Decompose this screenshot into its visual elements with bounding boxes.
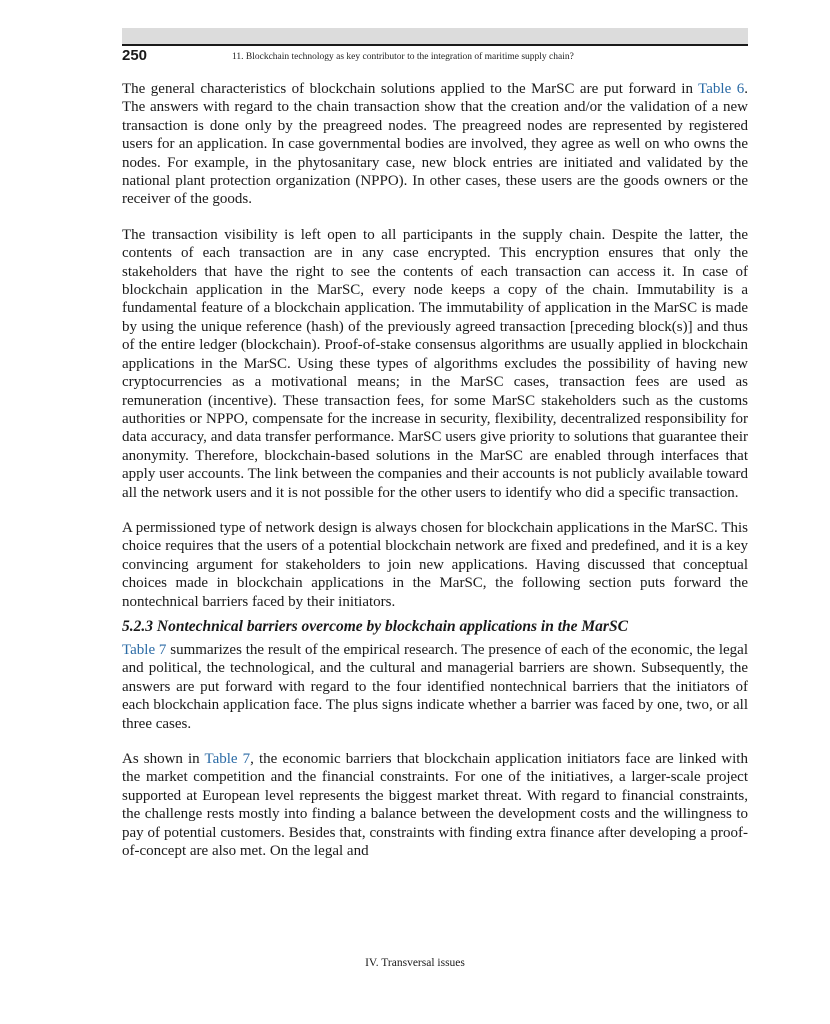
header-rule: [122, 44, 748, 46]
paragraph-2: The transaction visibility is left open to all participants in the supply chain. Despite the latter, the contents of each transaction are in any case encrypted. This encryption ensures that only the stakeholders that have the right to see the contents of each transaction can access it. In case of blockchain application in the MarSC, every node keeps a copy of the chain. Immutability is a fundamental feature of a blockchain application. The immutability of application in the MarSC is made by using the unique reference (hash) of the previously agreed transaction [preceding block(s)] and thus of the entire ledger (blockchain). Proof-of-stake consensus algorithms are usually applied in blockchain applications in the MarSC. Using these types of algorithms excludes the possibility of having new cryptocurrencies as a motivational means; in the MarSC cases, transaction fees are used as remuneration (incentive). These transaction fees, for some MarSC stakeholders such as the customs authorities or NPPO, compensate for the increase in security, flexibility, decentralized responsibility for data accuracy, and data transfer performance. MarSC users give priority to solutions that guarantee their anonymity. Therefore, blockchain-based solutions in the MarSC are enabled through interfaces that apply user accounts. The link between the companies and their accounts is not publicly available toward all the network users and it is not possible for the other users to identify who did a specific transaction.: [122, 226, 748, 501]
paragraph-4: [122, 641, 748, 733]
paragraph-1: [122, 80, 748, 209]
header-band: [122, 28, 748, 44]
paragraph-5-text-start: As shown in: [122, 751, 205, 767]
paragraph-1-text-end: . The answers with regard to the chain transaction show that the creation and/or the validation of a new transaction is done only by the preagreed nodes. The preagreed nodes are represented by registered users for an application. In case governmental bodies are involved, they agree as well on who owns the nodes. For example, in the phytosanitary case, new block entries are initiated and validated by the national plant protection organization (NPPO). In other cases, these users are the goods owners or the receiver of the goods.: [122, 81, 748, 208]
paragraph-1-text-start: The general characteristics of blockchain solutions applied to the MarSC are put forward in: [122, 81, 699, 97]
paragraph-5-text-end: , the economic barriers that blockchain application initiators face are linked with the market competition and the financial constraints. For one of the initiatives, a larger-scale project supported at European level represents the biggest market threat. With regard to financial constraints, the challenge rests mostly into finding a balance between the development costs and the willingness to pay of potential customers. Besides that, constraints with finding extra finance after developing a proof-of-concept are also met. On the legal and: [122, 751, 748, 860]
paragraph-5: [122, 750, 748, 860]
table-7-link-2[interactable]: Table 7: [204, 751, 251, 767]
table-6-link[interactable]: Table 6: [698, 81, 745, 97]
running-title: 11. Blockchain technology as key contributor to the integration of maritime supply chain?: [232, 52, 574, 62]
table-7-link[interactable]: Table 7: [122, 641, 167, 658]
part-footer: IV. Transversal issues: [365, 957, 465, 969]
page-number: 250: [122, 47, 148, 64]
section-heading: 5.2.3 Nontechnical barriers overcome by blockchain applications in the MarSC: [122, 617, 628, 635]
page-body: [122, 80, 748, 877]
paragraph-3: A permissioned type of network design is always chosen for blockchain applications in the MarSC. This choice requires that the users of a potential blockchain network are fixed and predefined, and it is a key convincing argument for stakeholders to join new applications. Having discussed that conceptual choices made in blockchain applications in the MarSC, the following section puts forward the nontechnical barriers faced by their initiators.: [122, 519, 748, 610]
paragraph-4-text: summarizes the result of the empirical research. The presence of each of the economic, the legal and political, the technological, and the cultural and managerial barriers are shown. Subsequently, the answers are put forward with regard to the four identified nontechnical barriers that the initiators of each blockchain application face. The plus signs indicate whether a barrier was faced by one, two, or all three cases.: [122, 641, 748, 732]
